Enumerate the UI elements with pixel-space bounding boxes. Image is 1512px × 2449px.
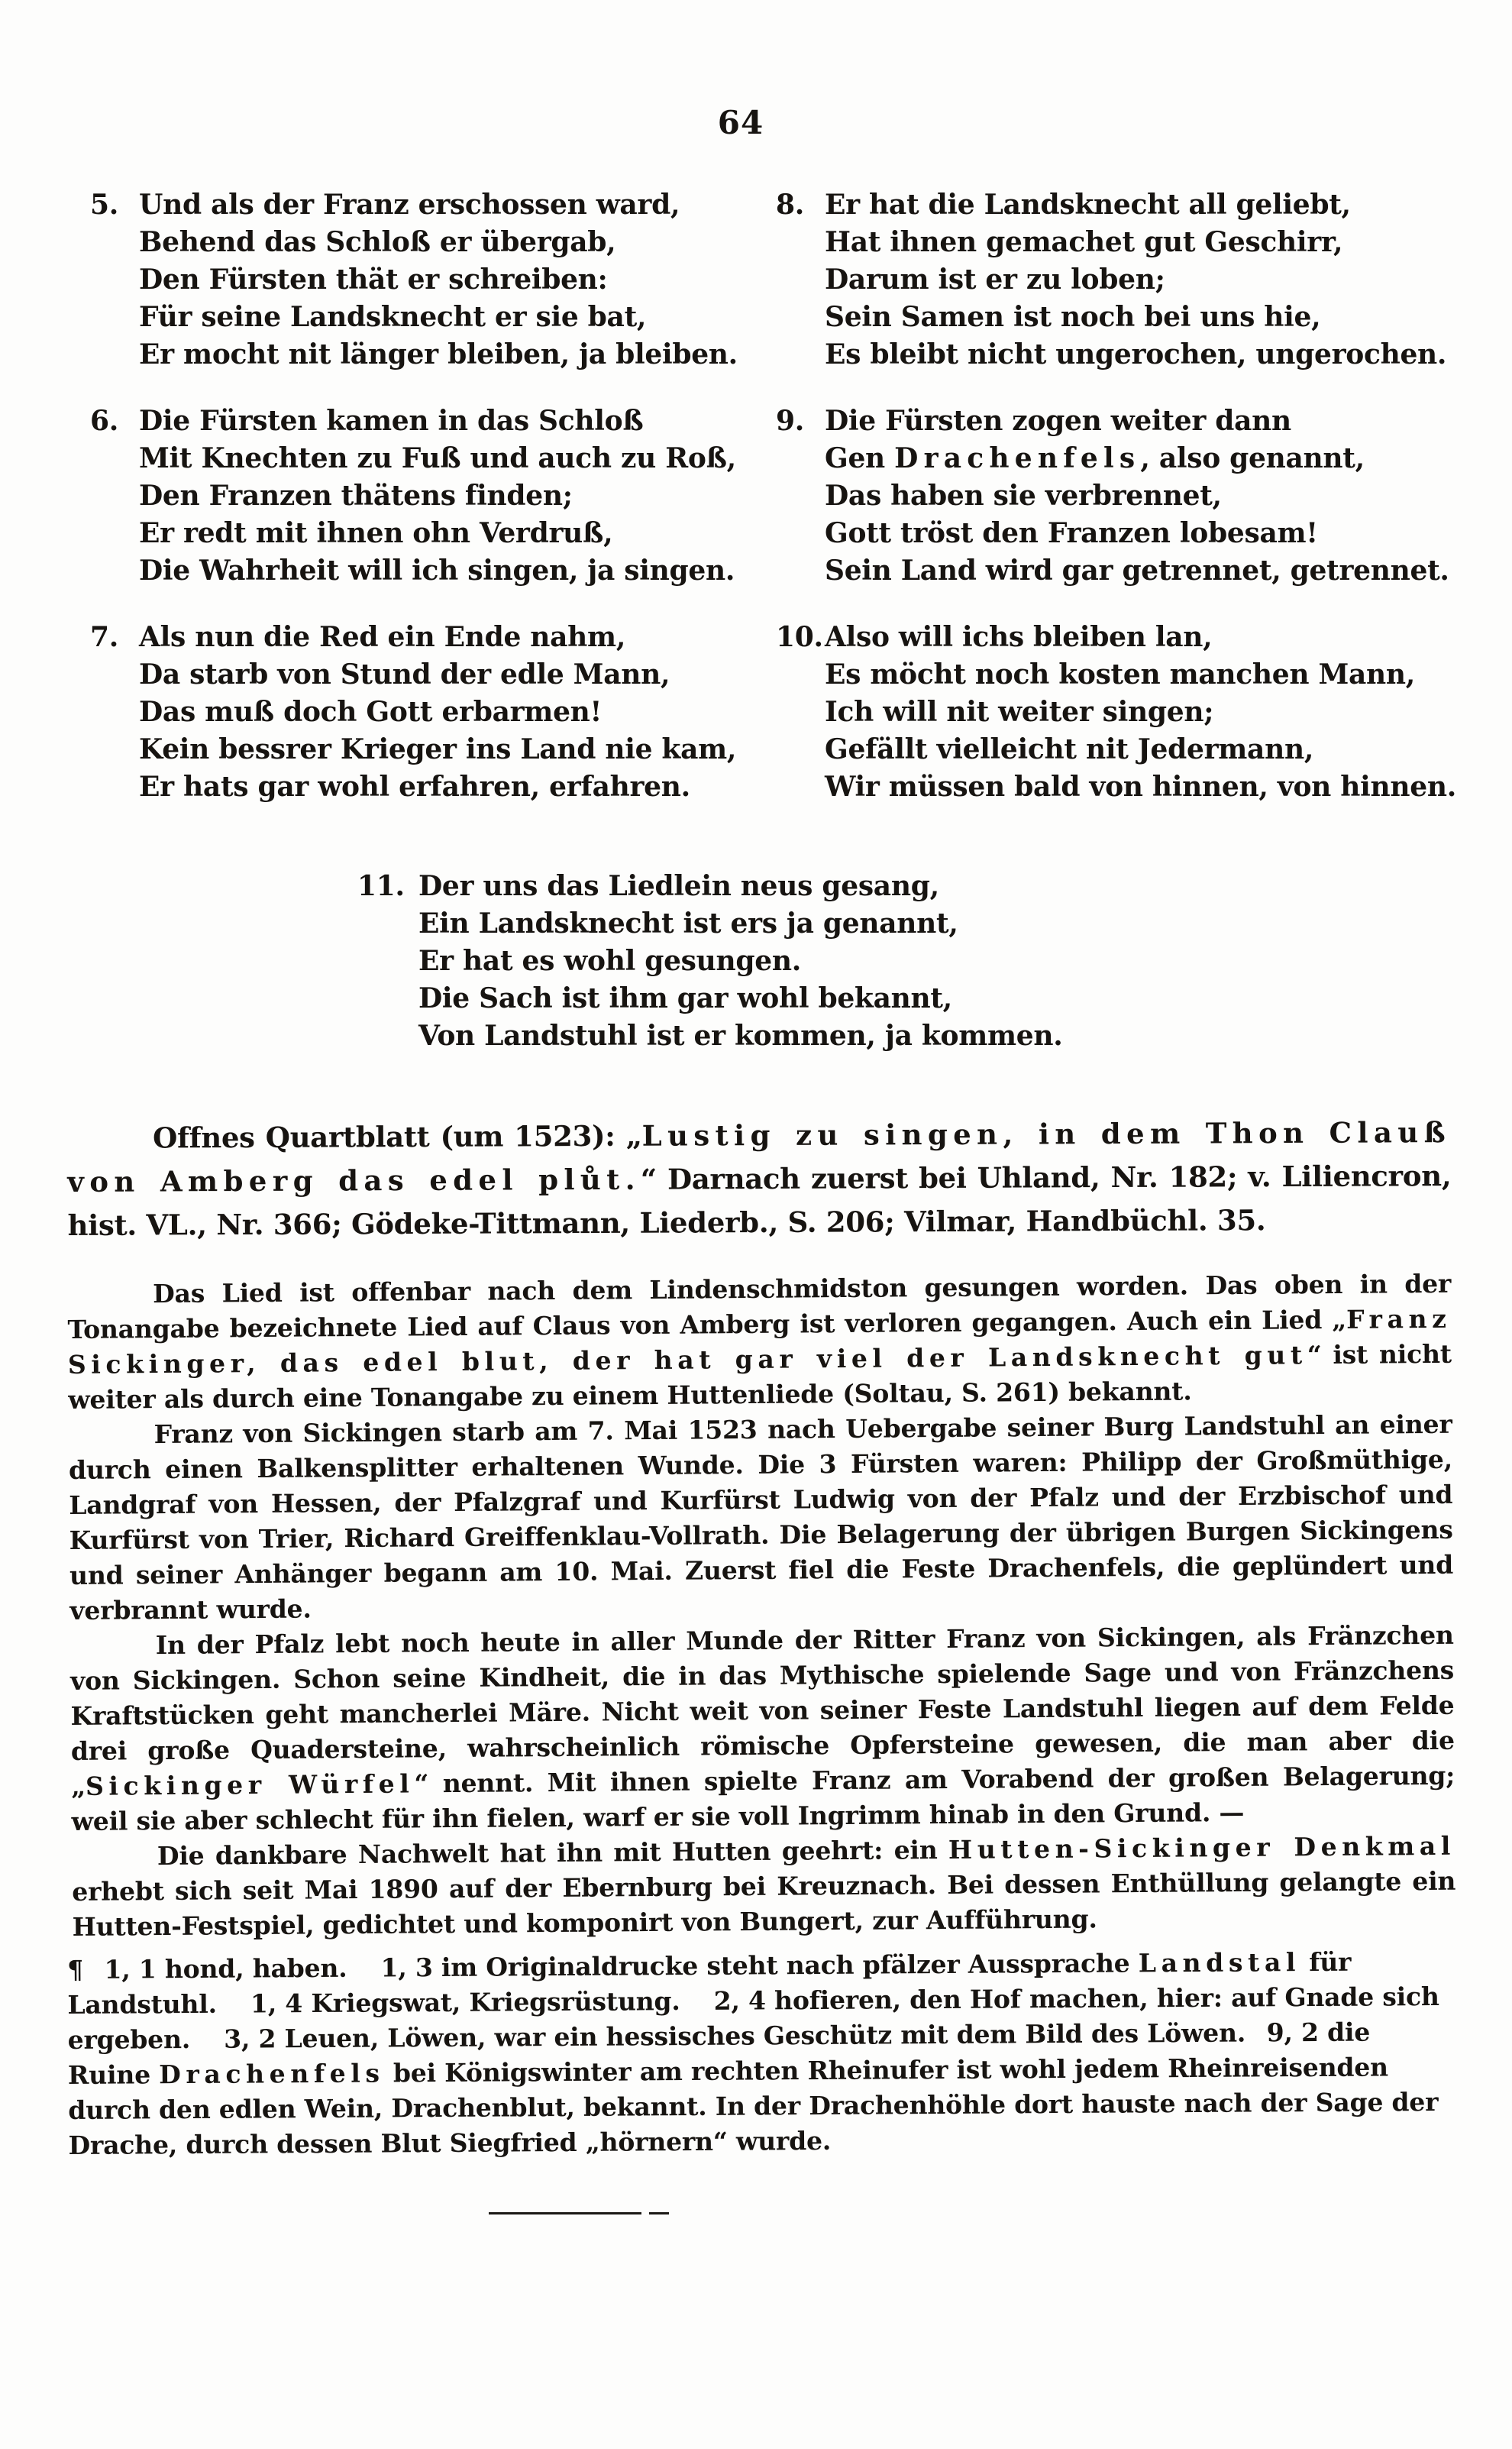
verse-line: Ich will nit weiter singen; (825, 696, 1214, 728)
emphasized-text: Franz Sickinger, das edel blut, der hat gar viel der Landsknecht gut (67, 1303, 1452, 1380)
verse-line: Hat ihnen gemachet gut Geschirr, (825, 226, 1343, 258)
verse-number: 10. (776, 621, 823, 653)
verse-line: Die Fürsten kamen in das Schloß (139, 405, 644, 437)
verse-line: Den Fürsten thät er schreiben: (139, 264, 608, 296)
verse-line: Für seine Landsknecht er sie bat, (139, 301, 647, 333)
verse-9 (776, 403, 1449, 590)
verse-number: 7. (90, 621, 118, 653)
verse-number: 9. (776, 405, 804, 437)
page-number: 64 (717, 104, 764, 141)
commentary-paragraph: Die dankbare Nachwelt hat ihn mit Hutten geehrt: ein Hutten-Sickinger Denkmal erhebt sich seit Mai 1890 auf der Ebernburg bei Kreuznach. Bei dessen Enthüllung gelangte ein Hutten-Festspiel, gedichtet und komponirt von Bungert, zur Aufführung. (72, 1830, 1456, 1942)
separator-line (489, 2212, 641, 2214)
verse-line: Er hats gar wohl erfahren, erfahren. (139, 771, 690, 803)
verse-columns (90, 186, 1456, 835)
verse-number: 5. (90, 189, 118, 221)
verse-line: Kein bessrer Krieger ins Land nie kam, (139, 733, 737, 765)
verse-line: Und als der Franz erschossen ward, (139, 189, 680, 221)
verse-line: Sein Samen ist noch bei uns hie, (825, 301, 1321, 333)
verse-number: 8. (776, 189, 804, 221)
verse-lines (825, 186, 1446, 374)
verse-line: Von Landstuhl ist er kommen, ja kommen. (418, 1020, 1063, 1052)
verse-line: Das haben sie verbrennet, (825, 480, 1222, 512)
verse-number: 11. (357, 870, 405, 902)
verse-line: Wir müssen bald von hinnen, von hinnen. (825, 771, 1456, 803)
verse-line: Er mocht nit länger bleiben, ja bleiben. (139, 338, 738, 370)
emphasized-text: Lustig zu singen, in dem Thon Clauß von Amberg das edel plůt. (67, 1115, 1452, 1199)
verse-lines (825, 619, 1456, 806)
verse-line: Die Fürsten zogen weiter dann (825, 405, 1291, 437)
commentary-section (67, 1267, 1456, 1945)
verse-lines (139, 403, 765, 590)
verse-line: Also will ichs bleiben lan, (825, 621, 1213, 653)
verse-column-left (90, 186, 765, 835)
verse-11-block (357, 868, 1063, 1055)
commentary-paragraph: Das Lied ist offenbar nach dem Lindenschmidston gesungen worden. Das oben in der Tonangabe bezeichnete Lied auf Claus von Amberg ist verloren gegangen. Auch ein Lied „Franz Sickinger, das edel blut, der hat gar viel der Landsknecht gut“ ist nicht weiter als durch eine Tonangabe zu einem Huttenliede (Soltau, S. 261) bekannt. (67, 1268, 1452, 1415)
verse-line: Es möcht noch kosten manchen Mann, (825, 658, 1416, 691)
verse-line: Mit Knechten zu Fuß und auch zu Roß, (139, 442, 736, 474)
separator-rule (489, 2212, 672, 2215)
verse-line: Als nun die Red ein Ende nahm, (139, 621, 626, 653)
verse-lines (139, 619, 765, 806)
verse-line: Ein Landsknecht ist ers ja genannt, (418, 907, 958, 940)
source-note-paragraph: Offnes Quartblatt (um 1523): „Lustig zu singen, in dem Thon Clauß von Amberg das edel plůt.“ Darnach zuerst bei Uhland, Nr. 182; v. Liliencron, hist. VL., Nr. 366; Gödeke-Tittmann, Liederb., S. 206; Vilmar, Handbüchl. 35. (67, 1115, 1452, 1242)
commentary-paragraph: In der Pfalz lebt noch heute in aller Munde der Ritter Franz von Sickingen, als Fränzchen von Sickingen. Schon seine Kindheit, die in das Mythische spielende Sage und von Fränzchens Kraftstücken geht mancherlei Märe. Nicht weit von seiner Feste Landstuhl liegen auf dem Felde drei große Quadersteine, wahrscheinlich römische Opfersteine gewesen, die man aber die „Sickinger Würfel“ nennt. Mit ihnen spielte Franz am Vorabend der großen Belagerung; weil sie aber schlecht für ihn fielen, warf er sie voll Ingrimm hinab in den Grund. — (69, 1619, 1455, 1836)
verse-lines (139, 186, 765, 374)
verse-column-right (765, 186, 1456, 835)
emphasized-text: Hutten-Sickinger Denkmal (948, 1830, 1456, 1865)
verse-line: Da starb von Stund der edle Mann, (139, 658, 670, 691)
verse-lines (418, 868, 1063, 1055)
verse-line: Er hat es wohl gesungen. (418, 945, 801, 977)
verse-8 (776, 186, 1447, 374)
verse-line: Den Franzen thätens finden; (139, 480, 573, 512)
annotations-paragraph: ¶ 1, 1 hond, haben. 1, 3 im Originaldrucke steht nach pfälzer Aussprache Landstal für Landstuhl. 1, 4 Kriegswat, Kriegsrüstung. 2, 4 hofieren, den Hof machen, hier: auf Gnade sich ergeben. 3, 2 Leuen, Löwen, war ein hessisches Geschütz mit dem Bild des Löwen. 9, 2 die Ruine Drachenfels bei Königswinter am rechten Rheinufer ist wohl jedem Rheinreisenden durch den edlen Wein, Drachenblut, bekannt. In der Drachenhöhle dort hauste nach der Sage der Drache, durch dessen Blut Siegfried „hörnern“ wurde. (67, 1946, 1439, 2160)
verse-line: Gott tröst den Franzen lobesam! (825, 517, 1318, 549)
verse-line: Gen Drachenfels, also genannt, (825, 442, 1365, 474)
emphasized-text: Landstal (1138, 1947, 1301, 1978)
verse-line: Das muß doch Gott erbarmen! (139, 696, 603, 728)
verse-number: 6. (90, 405, 118, 437)
verse-line: Die Wahrheit will ich singen, ja singen. (139, 555, 735, 587)
verse-line: Er hat die Landsknecht all geliebt, (825, 189, 1351, 221)
separator-dash (649, 2212, 669, 2214)
verse-line: Die Sach ist ihm gar wohl bekannt, (418, 982, 952, 1014)
emphasized-text: Drachenfels (894, 442, 1141, 474)
verse-line: Es bleibt nicht ungerochen, ungerochen. (825, 338, 1447, 370)
verse-line: Er redt mit ihnen ohn Verdruß, (139, 517, 613, 549)
emphasized-text: Drachenfels (159, 2058, 385, 2090)
verse-line: Sein Land wird gar getrennet, getrennet. (825, 555, 1449, 587)
verse-5 (90, 186, 765, 374)
verse-10 (776, 619, 1456, 806)
verse-line: Der uns das Liedlein neus gesang, (418, 870, 939, 902)
verse-line: Gefällt vielleicht nit Jedermann, (825, 733, 1314, 765)
verse-7 (90, 619, 765, 806)
verse-line: Darum ist er zu loben; (825, 264, 1165, 296)
verse-lines (825, 403, 1449, 590)
commentary-paragraph: Franz von Sickingen starb am 7. Mai 1523 nach Uebergabe seiner Burg Landstuhl an einer durch einen Balkensplitter erhaltenen Wunde. Die 3 Fürsten waren: Philipp der Großmüthige, Landgraf von Hessen, der Pfalzgraf und Kurfürst Ludwig von der Pfalz und der Erzbischof und Kurfürst von Trier, Richard Greiffenklau-Vollrath. Die Belagerung der übrigen Burgen Sickingens und seiner Anhänger begann am 10. Mai. Zuerst fiel die Feste Drachenfels, die geplündert und verbrannt wurde. (68, 1409, 1454, 1626)
verse-line: Behend das Schloß er übergab, (139, 226, 616, 258)
verse-6 (90, 403, 765, 590)
verse-11 (357, 868, 1063, 1055)
emphasized-text: Sickinger Würfel (85, 1768, 415, 1801)
